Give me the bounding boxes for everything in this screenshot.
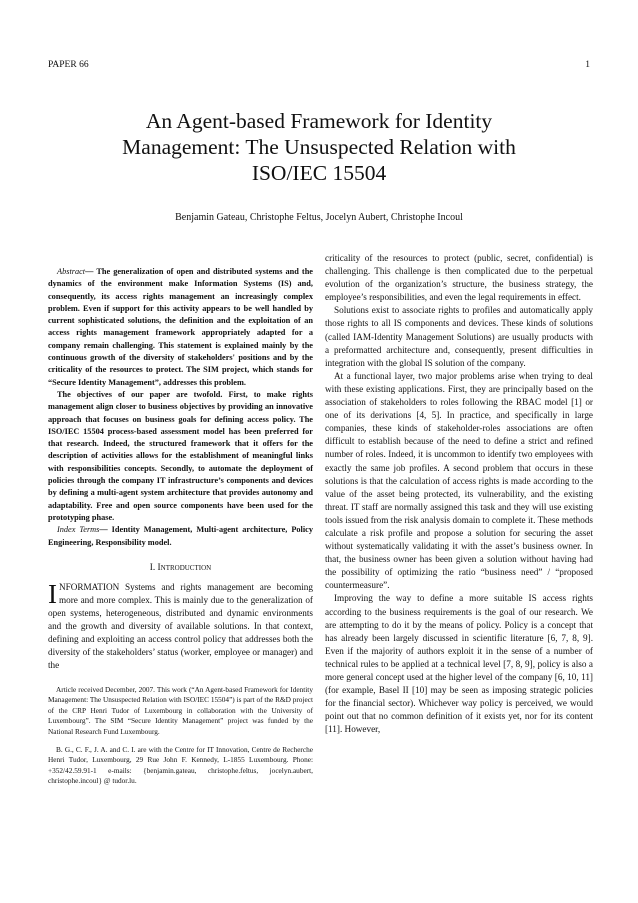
footnote-1: Article received December, 2007. This work (“An Agent-based Framework for Identity Management: The Unsuspected Relation with ISO/IEC 15504”) is part of the R&D project of the CRP Henri Tudor of Luxembourg in collaboration with the University of Luxembourg”. The SIM “Secure Identity Management” project was funded by the National Research Fund Luxembourg. [48,685,313,736]
abstract [48,266,313,549]
section-number: I. [149,562,156,573]
paper-number: PAPER 66 [48,60,89,70]
abstract-label: Abstract [57,267,86,276]
intro-text: Systems and rights management are becoming more and more complex. This is mainly due to the generalization of open systems, heterogeneous, distributed and dynamic environments and the growth and diversity of available solutions. In that context, defining and exploiting an access control policy that addresses both the diversity of the stakeholders’ status (worker, employee or manager) and the [48,581,313,671]
abstract-paragraph-1 [48,266,313,389]
footnotes [48,685,313,795]
intro-paragraph [48,578,313,673]
right-paragraph-3: At a functional layer, two major problems arise when trying to deal with these existing applications. First, they are principally based on the association of stakeholders to roles following the RBAC model [1] or one of its derivations [4, 5]. In practice, and specifically in large companies, these kinds of stakeholder-roles associations are often difficult to establish because of the need to define a strict and refined number of roles. Indeed, it is uncommon to identify two employees with exactly the same job profiles. A second problem that occurs in these solutions is that the calculation of access rights is made according to the value of the asset being protected, its vulnerability, and the existing threat. IT staff are normally assigned this task and they will use existing tools issued from the risk analysis domain to complete it. These methods calculate a risk profile and propose a solution for securing the asset without systematically validating it with the asset’s business owner. In that, the business owner has been given a solution without having had the possibility of optimizing the ratio “business need” / “proposed countermeasure”. [325,370,593,591]
left-column [48,266,313,673]
right-column [325,252,593,736]
paper-title [60,108,578,186]
section-title: Introduction [157,562,212,573]
title-line-2: Management: The Unsuspected Relation with [122,135,516,159]
index-terms [48,524,313,549]
right-paragraph-2: Solutions exist to associate rights to profiles and automatically apply those rights to all IS components and devices. These kinds of solutions (called IAM-Identity Management Solutions) are usually products with a preformatted architecture and, consequently, present difficulties in integration with the global IS solution of the company. [325,305,593,368]
title-line-3: ISO/IEC 15504 [251,161,387,185]
index-terms-label: Index Terms [57,525,100,535]
title-line-1: An Agent-based Framework for Identity [145,109,493,133]
intro-lead-word: NFORMATION [59,581,120,592]
right-paragraph-1: criticality of the resources to protect (public, secret, confidential) is challenging. This challenge is then complicated due to the perpetual evolution of the organization’s structure, the business strategy, the employee’s responsibilities, and even the legal requirements in effect. [325,253,593,303]
abstract-text-1: — The generalization of open and distributed systems and the dynamics of the environment make Information Systems (IS) and, consequently, its access rights management an increasingly complex problem. Even if support for this activity appears to be well handled by current sophisticated solutions, the definition and the exploitation of an access rights management framework appropriately adapted for a company remain challenging. This statement is explained mainly by the continuous growth of the diversity of stakeholders' positions and by the criticality of the resources to protect. The SIM project, which stands for “Secure Identity Management”, addresses this problem. [48,267,313,387]
section-heading [48,562,313,575]
author-list: Benjamin Gateau, Christophe Feltus, Jocelyn Aubert, Christophe Incoul [175,212,463,223]
index-terms-text: — Identity Management, Multi-agent architecture, Policy Engineering, Responsibility model. [48,525,313,547]
drop-cap: I [48,578,57,609]
right-paragraph-4: Improving the way to define a more suitable IS access rights according to the business requirements is the goal of our research. We are attempting to do it by the means of policy. Policy is a concept that has already been largely discussed in scientific literature [6, 7, 8, 9]. Even if the majority of authors exploit it in the sense of a number of technical rules to be applied at a technical level [7, 8, 9], policy is also a more general concept used at the higher level of the company [6, 10, 11] (for example, Basel II [10] may be seen as imposing strategic policies for the financial sector). Whichever way policy is perceived, we would point out that no common definition of it exists yet, nor for its content [11]. However, [325,593,593,735]
page-header [48,60,590,74]
page-number: 1 [585,60,590,70]
abstract-paragraph-2: The objectives of our paper are twofold. First, to make rights management align closer to business objectives by providing an innovative approach that focuses on business goals for defining access policy. The ISO/IEC 15504 process-based assessment model has been preferred for that research. Indeed, the structured framework that it offers for the description of activities allows for the establishment of meaningful links with responsibilities concepts. Secondly, to automate the deployment of policies through the company IT infrastructure’s components and devices by defining a multi-agent system architecture that provides autonomy and adaptability. Free and open source components have been used for the prototyping phase. [48,389,313,522]
footnote-2: B. G., C. F., J. A. and C. I. are with the Centre for IT Innovation, Centre de Recherche Henri Tudor, Luxembourg, 29 Rue John F. Kennedy, L-1855 Luxembourg. Phone: +352/42.59.91-1 e-mails: {benjamin.gateau, christophe.feltus, jocelyn.aubert, christophe.incoul} @ tudor.lu. [48,745,313,786]
